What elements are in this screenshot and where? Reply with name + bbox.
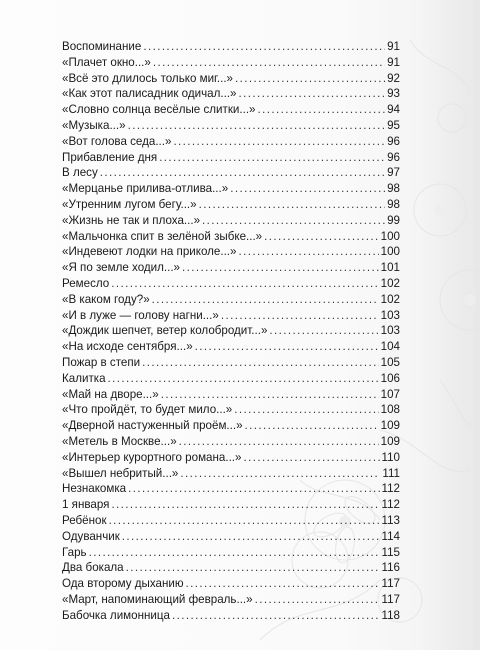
toc-entry (62, 592, 400, 608)
toc-entry (62, 55, 400, 71)
toc-entry (62, 292, 400, 308)
toc-entry (62, 355, 400, 371)
toc-entry-page-number: 99 (387, 213, 400, 227)
toc-entry-page-number: 110 (381, 450, 400, 464)
toc-entry-title: В лесу (62, 166, 98, 180)
toc-entry-title: Бабочка лимонница (62, 608, 170, 622)
toc-entry (62, 466, 400, 482)
toc-entry-title: Прибавление дня (62, 150, 158, 164)
toc-entry-page-number: 91 (387, 55, 400, 69)
toc-entry-title: «Интерьер курортного романа...» (62, 450, 242, 464)
toc-entry (62, 276, 400, 292)
toc-entry-title: Калитка (62, 371, 106, 385)
toc-dot-leader (159, 150, 385, 166)
toc-entry (62, 118, 400, 134)
toc-dot-leader (122, 529, 380, 545)
toc-entry (62, 545, 400, 561)
toc-entry (62, 165, 400, 181)
toc-entry-title: «Дверной настуженный проём...» (62, 419, 243, 433)
toc-entry (62, 39, 400, 55)
toc-entry (62, 560, 400, 576)
toc-entry-title: «Я по земле ходил...» (62, 261, 181, 275)
toc-entry-title: «Май на дворе...» (62, 387, 159, 401)
toc-dot-leader (238, 86, 385, 102)
toc-entry-title: 1 января (62, 498, 110, 512)
toc-entry-title: «Вот голова седа...» (62, 134, 172, 148)
toc-entry-page-number: 97 (387, 166, 400, 180)
toc-entry-page-number: 113 (381, 513, 400, 527)
toc-entry-page-number: 107 (380, 387, 400, 401)
toc-entry-page-number: 116 (381, 561, 400, 575)
toc-dot-leader (128, 118, 386, 134)
toc-dot-leader (235, 71, 385, 87)
toc-dot-leader (108, 371, 379, 387)
toc-entry-page-number: 118 (381, 608, 400, 622)
toc-entry (62, 181, 400, 197)
toc-dot-leader (195, 339, 379, 355)
toc-entry (62, 402, 400, 418)
toc-dot-leader (111, 276, 378, 292)
toc-entry (62, 134, 400, 150)
toc-entry-title: «Мальчонка спит в зелёной зыбке...» (62, 229, 263, 243)
toc-dot-leader (230, 181, 385, 197)
toc-dot-leader (186, 576, 380, 592)
toc-dot-leader (234, 402, 378, 418)
toc-entry (62, 497, 400, 513)
toc-entry-title: «Утренним лугом бегу...» (62, 197, 197, 211)
toc-entry (62, 229, 400, 245)
toc-entry (62, 102, 400, 118)
toc-entry (62, 371, 400, 387)
toc-entry-title: Ребёнок (62, 513, 107, 527)
toc-dot-leader (221, 308, 379, 324)
toc-dot-leader (179, 434, 379, 450)
toc-entry-title: «Что пройдёт, то будет мило...» (62, 403, 233, 417)
toc-entry-title: «На исходе сентября...» (62, 340, 193, 354)
toc-entry-page-number: 98 (387, 197, 400, 211)
toc-entry-page-number: 93 (387, 87, 400, 101)
toc-entry-page-number: 95 (387, 118, 400, 132)
toc-dot-leader (245, 418, 379, 434)
toc-entry (62, 86, 400, 102)
toc-entry-title: Ремесло (62, 276, 110, 290)
toc-entry (62, 434, 400, 450)
toc-entry (62, 339, 400, 355)
toc-dot-leader (143, 39, 385, 55)
toc-dot-leader (258, 102, 386, 118)
toc-entry (62, 260, 400, 276)
toc-entry-title: Гарь (62, 545, 87, 559)
toc-entry-page-number: 102 (380, 276, 400, 290)
toc-dot-leader (182, 260, 379, 276)
toc-entry (62, 71, 400, 87)
toc-dot-leader (269, 323, 378, 339)
toc-entry-title: «Как этот палисадник одичал...» (62, 87, 237, 101)
toc-entry-page-number: 96 (387, 150, 400, 164)
toc-entry-page-number: 104 (380, 340, 400, 354)
toc-entry-page-number: 117 (381, 592, 400, 606)
toc-entry-page-number: 115 (381, 545, 400, 559)
toc-entry-page-number: 109 (380, 434, 400, 448)
toc-entry-page-number: 108 (380, 403, 400, 417)
toc-dot-leader (89, 545, 380, 561)
toc-entry (62, 529, 400, 545)
toc-entry-title: «Дождик шепчет, ветер колобродит...» (62, 324, 268, 338)
toc-dot-leader (180, 466, 380, 482)
toc-dot-leader (199, 197, 385, 213)
toc-entry (62, 481, 400, 497)
toc-entry (62, 418, 400, 434)
toc-entry-page-number: 102 (380, 292, 400, 306)
toc-entry-title: Незнакомка (62, 482, 127, 496)
toc-entry (62, 608, 400, 624)
toc-entry-page-number: 94 (387, 103, 400, 117)
toc-entry-title: «В каком году?» (62, 292, 150, 306)
toc-entry-title: Ода второму дыханию (62, 577, 184, 591)
toc-entry-title: «Словно солнца весёлые слитки...» (62, 103, 256, 117)
toc-entry (62, 197, 400, 213)
toc-entry (62, 150, 400, 166)
toc-entry (62, 323, 400, 339)
toc-dot-leader (161, 387, 379, 403)
toc-dot-leader (264, 229, 379, 245)
toc-entry-title: «Индевеют лодки на приколе...» (62, 245, 237, 259)
toc-entry-title: «Жизнь не так и плоха...» (62, 213, 201, 227)
toc-entry (62, 513, 400, 529)
toc-dot-leader (173, 134, 385, 150)
page-edge-shadow (420, 0, 480, 650)
toc-entry-page-number: 109 (380, 419, 400, 433)
toc-entry-page-number: 103 (380, 324, 400, 338)
toc-entry-page-number: 100 (380, 229, 400, 243)
toc-dot-leader (128, 481, 379, 497)
toc-dot-leader (172, 608, 380, 624)
toc-entry-title: «Всё это длилось только миг...» (62, 71, 233, 85)
toc-entry-page-number: 101 (380, 261, 400, 275)
toc-entry (62, 244, 400, 260)
toc-entry-page-number: 112 (381, 498, 400, 512)
toc-entry-title: «И в луже — голову нагни...» (62, 308, 219, 322)
toc-dot-leader (153, 55, 385, 71)
toc-entry-page-number: 92 (387, 71, 400, 85)
toc-entry-title: «Музыка...» (62, 118, 126, 132)
toc-dot-leader (238, 244, 378, 260)
toc-entry-title: Пожар в степи (62, 355, 141, 369)
toc-entry-page-number: 114 (381, 529, 400, 543)
toc-entry-page-number: 106 (380, 371, 400, 385)
toc-dot-leader (255, 592, 380, 608)
toc-entry-title: «Плачет окно...» (62, 55, 151, 69)
toc-entry (62, 308, 400, 324)
toc-entry-title: «Метель в Москве...» (62, 434, 177, 448)
toc-entry-page-number: 96 (387, 134, 400, 148)
toc-entry-title: «Вышел небритый...» (62, 466, 179, 480)
toc-entry-title: «Мерцанье прилива-отлива...» (62, 182, 229, 196)
table-of-contents (62, 39, 400, 623)
toc-dot-leader (142, 355, 379, 371)
toc-entry-page-number: 105 (380, 355, 400, 369)
toc-entry-page-number: 111 (382, 466, 400, 480)
toc-entry-page-number: 112 (381, 482, 400, 496)
toc-entry (62, 387, 400, 403)
toc-entry-page-number: 91 (387, 40, 400, 53)
toc-entry (62, 450, 400, 466)
toc-entry-page-number: 117 (381, 577, 400, 591)
toc-entry-page-number: 98 (387, 182, 400, 196)
toc-entry-title: Два бокала (62, 561, 124, 575)
toc-dot-leader (109, 513, 380, 529)
toc-entry (62, 213, 400, 229)
toc-entry-page-number: 100 (380, 245, 400, 259)
toc-entry-title: «Март, напоминающий февраль...» (62, 592, 253, 606)
toc-entry-title: Воспоминание (62, 40, 142, 53)
toc-dot-leader (243, 450, 379, 466)
toc-dot-leader (100, 165, 385, 181)
toc-dot-leader (111, 497, 379, 513)
toc-dot-leader (152, 292, 379, 308)
toc-dot-leader (202, 213, 385, 229)
toc-entry-title: Одуванчик (62, 529, 120, 543)
toc-dot-leader (126, 560, 380, 576)
toc-entry (62, 576, 400, 592)
toc-entry-page-number: 103 (380, 308, 400, 322)
